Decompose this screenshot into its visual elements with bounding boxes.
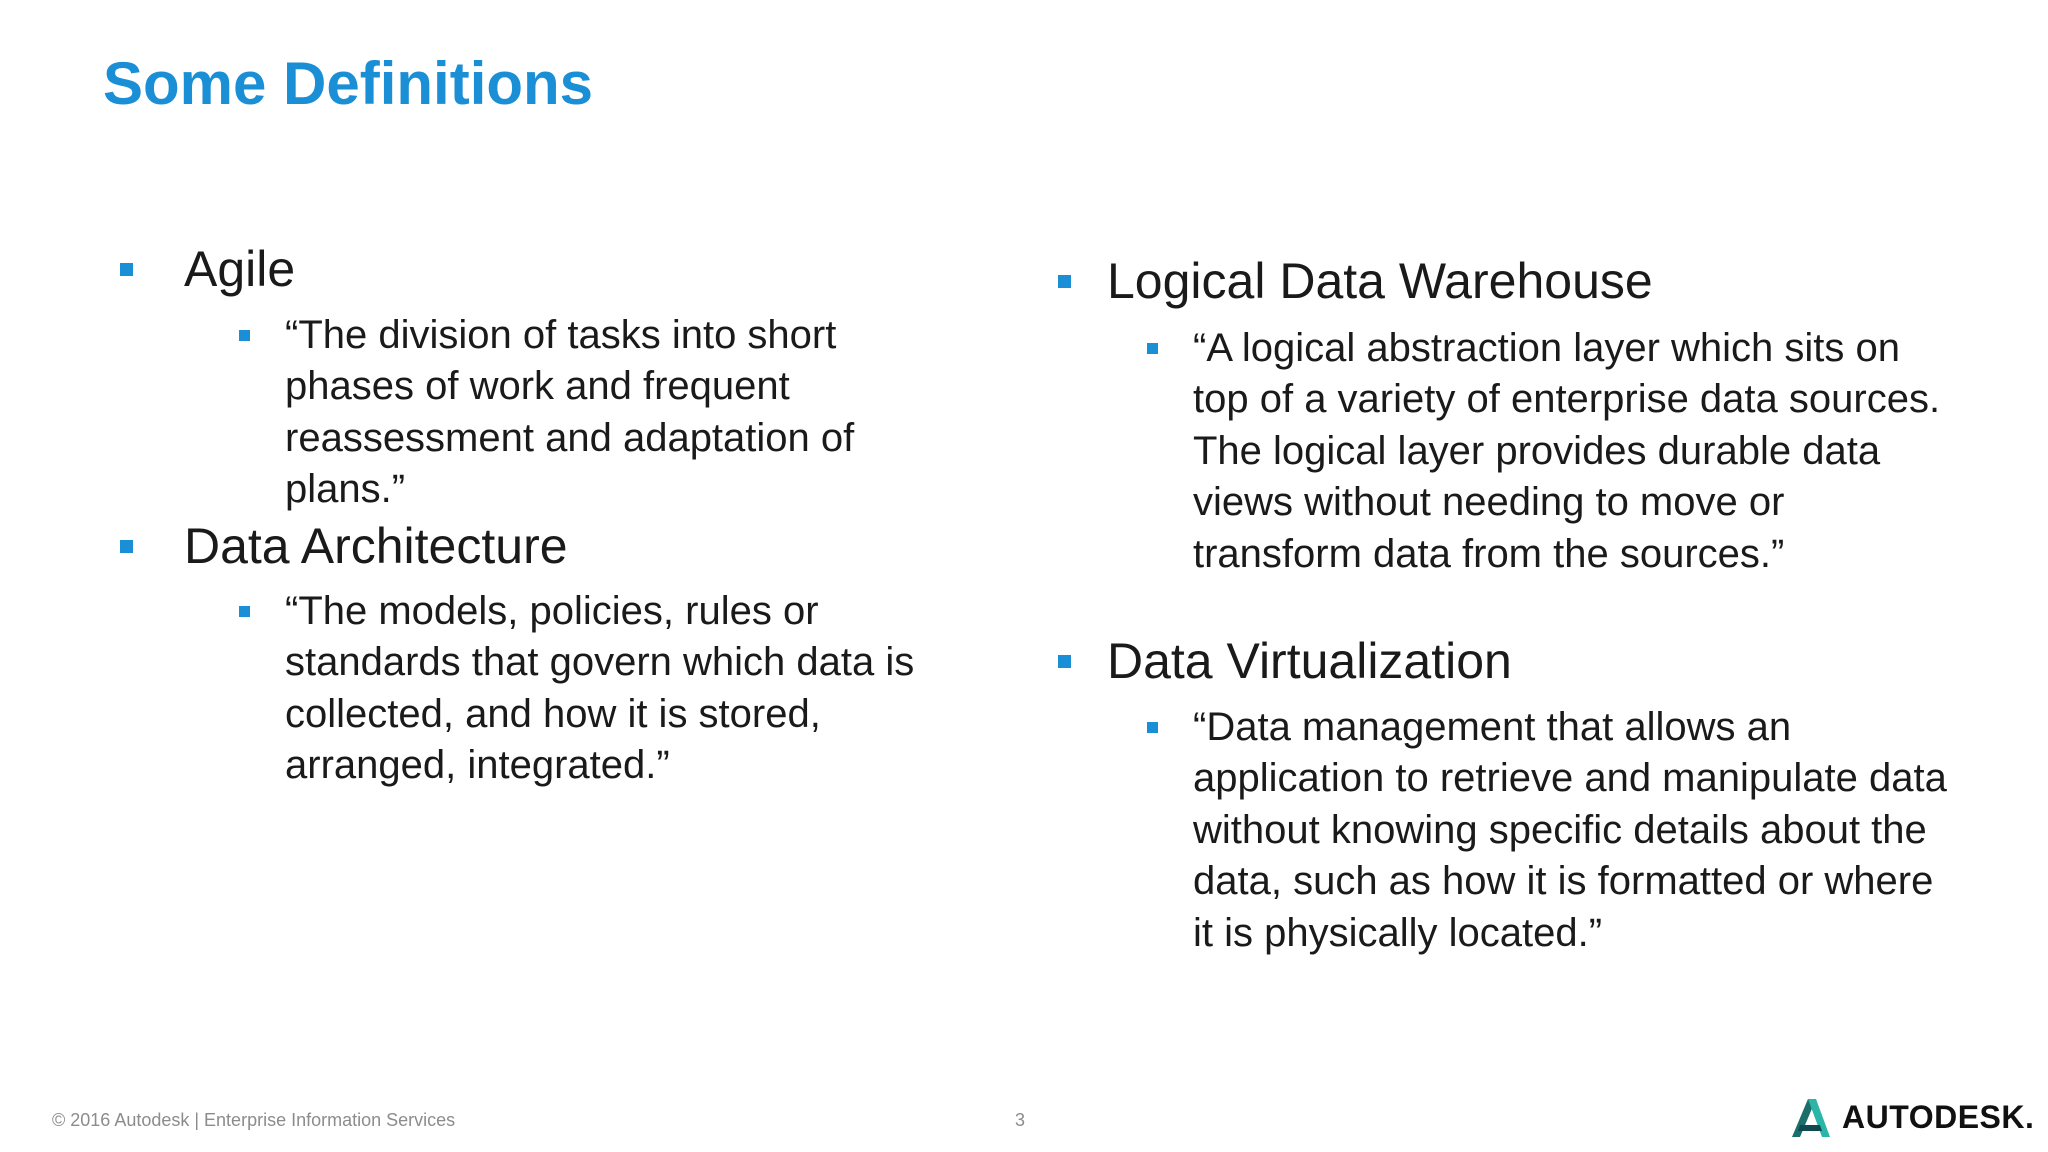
- autodesk-wordmark: AUTODESK.: [1842, 1098, 2035, 1135]
- square-bullet-icon: [1058, 275, 1071, 288]
- term-logical-data-warehouse: Logical Data Warehouse: [1107, 253, 1653, 309]
- definition-text-logical-data-warehouse: “A logical abstraction layer which sits on top of a variety of enterprise data sources. The logical layer provides durable data views without needing to move or transform data from the sources.”: [1193, 326, 1941, 576]
- page-number: 3: [1015, 1110, 1026, 1130]
- term-data-virtualization: Data Virtualization: [1107, 633, 1512, 689]
- autodesk-logo-icon: [1788, 1095, 1832, 1139]
- square-bullet-icon: [120, 540, 133, 553]
- square-bullet-icon: [120, 263, 133, 276]
- square-bullet-icon: [239, 606, 250, 617]
- slide-title: Some Definitions: [103, 50, 594, 117]
- footer-copyright: © 2016 Autodesk | Enterprise Information Services: [52, 1110, 456, 1130]
- definition-text-agile: “The division of tasks into short phases of work and frequent reassessment and adaptation of plans.”: [285, 313, 855, 512]
- square-bullet-icon: [1147, 722, 1158, 733]
- square-bullet-icon: [239, 330, 250, 341]
- autodesk-logo: [1788, 1095, 2034, 1139]
- square-bullet-icon: [1058, 655, 1071, 668]
- term-data-architecture: Data Architecture: [184, 518, 568, 574]
- square-bullet-icon: [1147, 343, 1158, 354]
- term-agile: Agile: [184, 241, 296, 297]
- definition-text-data-architecture: “The models, policies, rules or standards that govern which data is collected, and how it is stored, arranged, integrated.”: [285, 589, 915, 788]
- definition-text-data-virtualization: “Data management that allows an application to retrieve and manipulate data without knowing specific details about the data, such as how it is formatted or where it is physically located.”: [1193, 705, 1947, 955]
